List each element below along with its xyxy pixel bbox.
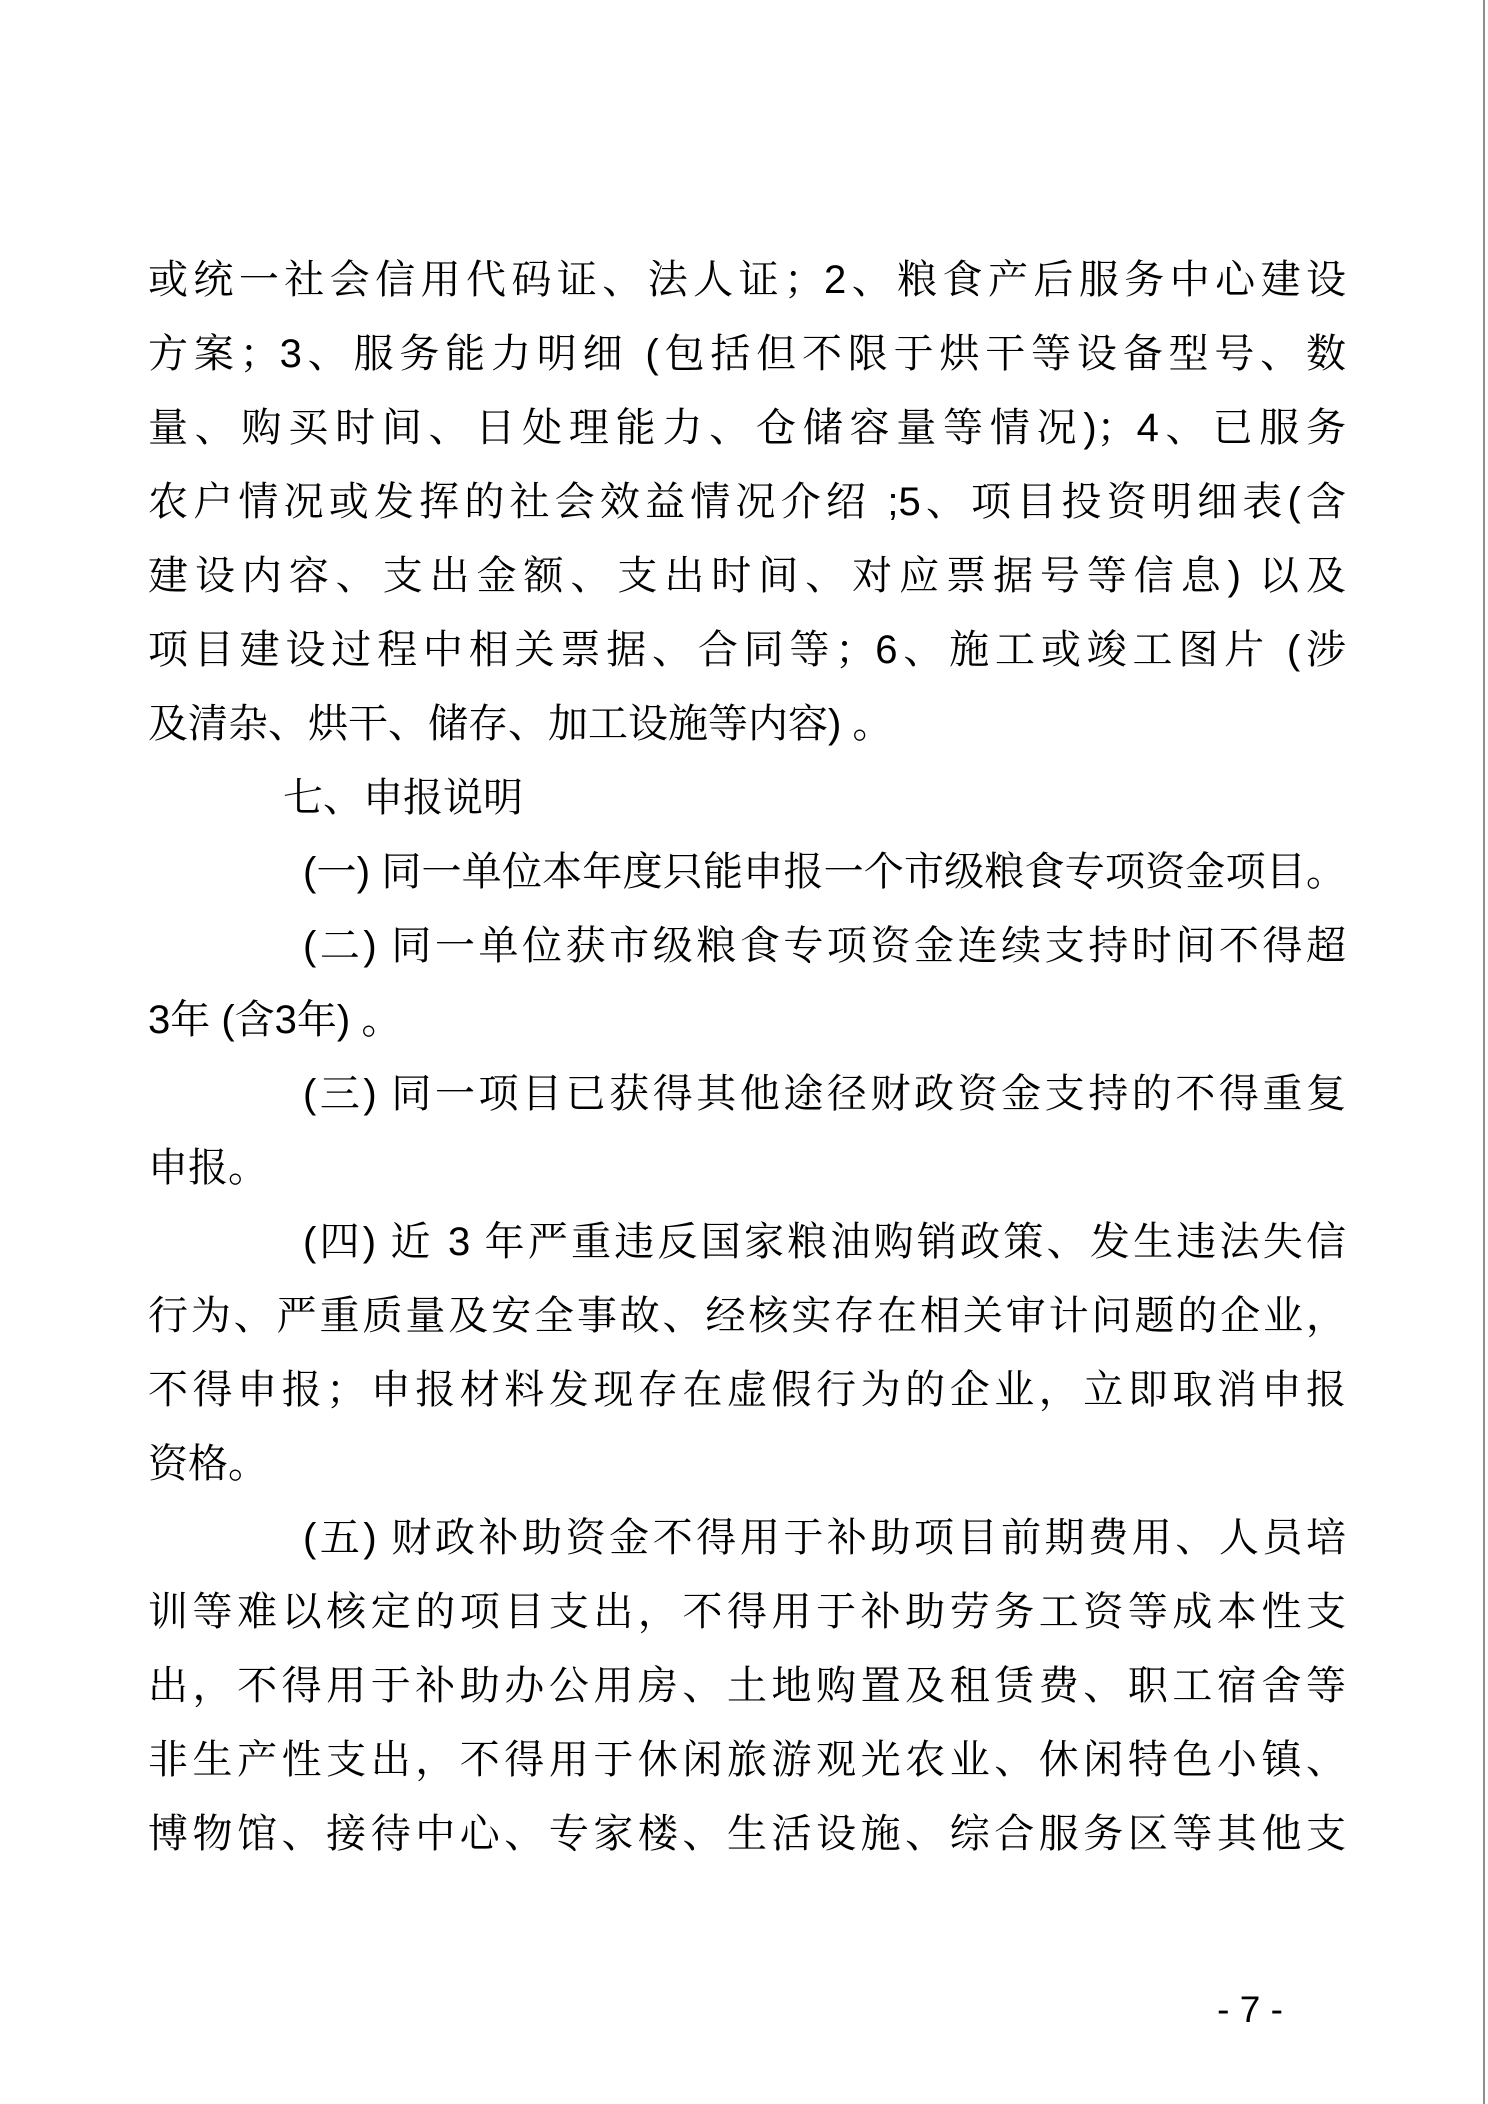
- body-line: 建设内容、支出金额、支出时间、对应票据号等信息) 以及: [148, 554, 1346, 598]
- body-line: (一) 同一单位本年度只能申报一个市级粮食专项资金项目。: [303, 850, 1346, 894]
- body-line: 申报。: [148, 1146, 268, 1190]
- page-number: - 7 -: [1217, 1989, 1283, 2030]
- body-line: 资格。: [148, 1442, 268, 1486]
- body-line: 及清杂、烘干、储存、加工设施等内容) 。: [148, 702, 893, 746]
- body-line: 训等难以核定的项目支出，不得用于补助劳务工资等成本性支: [148, 1590, 1346, 1634]
- body-line: 或统一社会信用代码证、法人证；2、粮食产后服务中心建设: [148, 258, 1346, 302]
- page-edge-line: [1483, 0, 1485, 2104]
- body-line: 非生产性支出，不得用于休闲旅游观光农业、休闲特色小镇、: [148, 1738, 1346, 1782]
- body-line: 3年 (含3年) 。: [148, 998, 402, 1042]
- body-line: (四) 近 3 年严重违反国家粮油购销政策、发生违法失信: [303, 1220, 1346, 1264]
- section-heading-line: 七、申报说明: [283, 776, 523, 820]
- body-line: 量、购买时间、日处理能力、仓储容量等情况)；4、已服务: [148, 406, 1346, 450]
- body-line: 出，不得用于补助办公用房、土地购置及租赁费、职工宿舍等: [148, 1664, 1346, 1708]
- body-line: 行为、严重质量及安全事故、经核实存在相关审计问题的企业，: [148, 1294, 1346, 1338]
- body-line: 项目建设过程中相关票据、合同等；6、施工或竣工图片 (涉: [148, 628, 1346, 672]
- body-line: (二) 同一单位获市级粮食专项资金连续支持时间不得超: [303, 924, 1346, 968]
- body-line: 方案；3、服务能力明细 (包括但不限于烘干等设备型号、数: [148, 332, 1346, 376]
- body-line: 博物馆、接待中心、专家楼、生活设施、综合服务区等其他支: [148, 1812, 1346, 1856]
- body-line: 农户情况或发挥的社会效益情况介绍 ;5、项目投资明细表(含: [148, 480, 1346, 524]
- body-line: 不得申报；申报材料发现存在虚假行为的企业，立即取消申报: [148, 1368, 1346, 1412]
- body-line: (三) 同一项目已获得其他途径财政资金支持的不得重复: [303, 1072, 1346, 1116]
- body-line: (五) 财政补助资金不得用于补助项目前期费用、人员培: [303, 1516, 1346, 1560]
